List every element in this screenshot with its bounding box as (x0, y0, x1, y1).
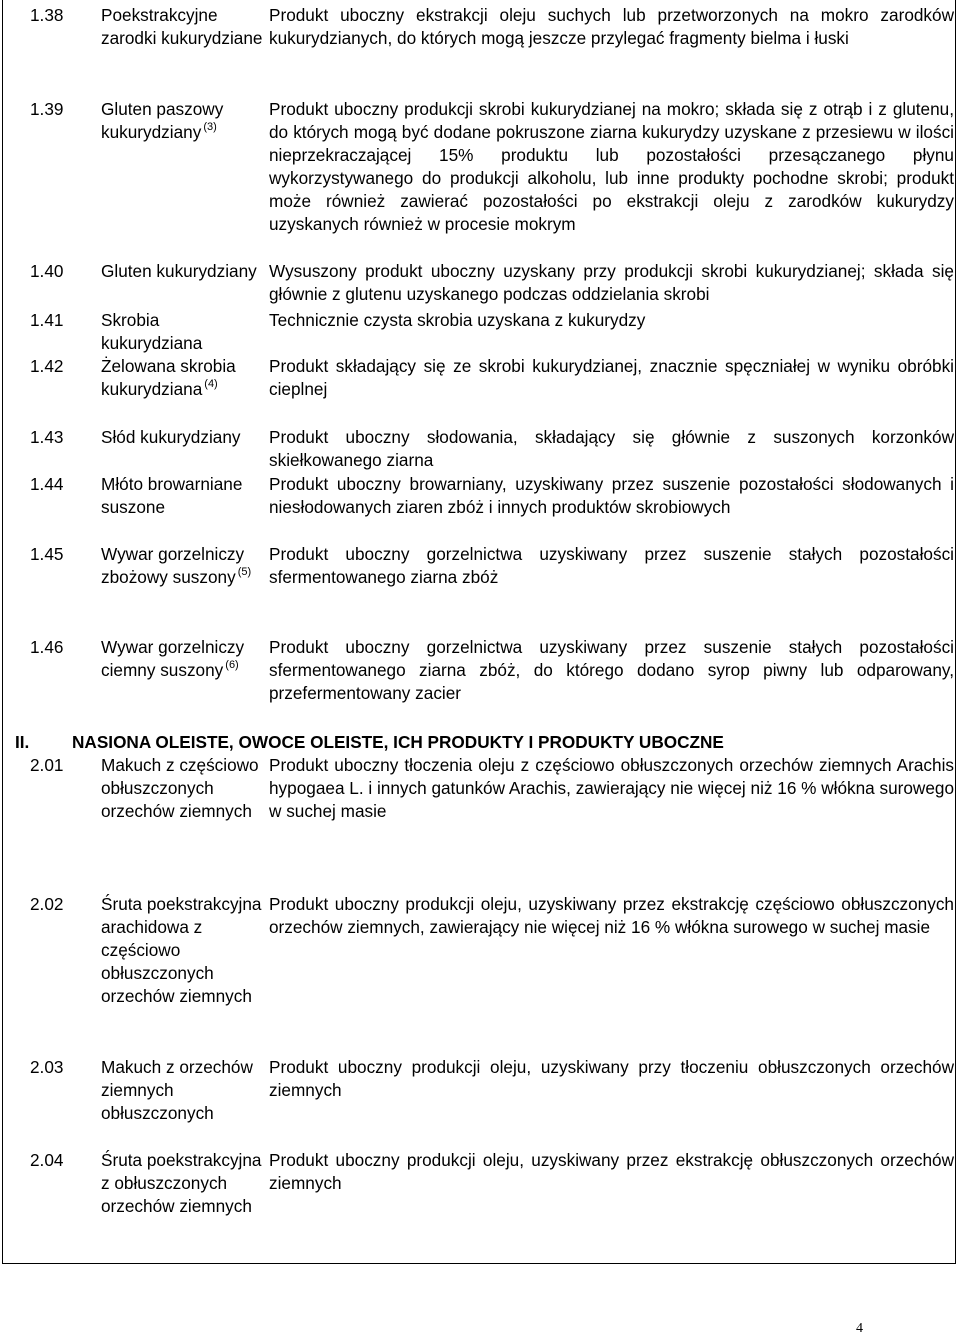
entry-name: Słód kukurydziany (101, 427, 241, 447)
entry-name: Gluten kukurydziany (101, 261, 257, 281)
entry-description: Produkt uboczny gorzelnictwa uzyskiwany przez suszenie stałych pozostałości sfermentowanego ziarna zbóż, do którego dodano syrop piwny lub odparowany, przefermentowany zacier (269, 637, 954, 703)
section-number: II. (15, 732, 30, 752)
entry-description: Produkt uboczny słodowania, składający się głównie z suszonych korzonków skiełkowanego ziarna (269, 427, 954, 470)
entry-number: 1.42 (30, 356, 64, 376)
entry-number: 1.45 (30, 544, 64, 564)
entry-description: Produkt uboczny tłoczenia oleju z częściowo obłuszczonych orzechów ziemnych Arachis hypogaea L. i innych gatunków Arachis, zawierający nie więcej niż 16 % włókna surowego w suchej masie (269, 755, 955, 821)
entry-description: Produkt uboczny gorzelnictwa uzyskiwany przez suszenie stałych pozostałości sfermentowanego ziarna zbóż (269, 544, 954, 587)
entry-description: Produkt uboczny browarniany, uzyskiwany przez suszenie pozostałości słodowanych i niesłodowanych ziaren zbóż i innych produktów skrobiowych (269, 474, 954, 517)
entry-name: Wywar gorzelniczy ciemny suszony $^{(6)}$ (101, 637, 245, 680)
entry-description: Wysuszony produkt uboczny uzyskany przy produkcji skrobi kukurydzianej; składa się głównie z glutenu uzyskanego podczas oddzielania skrobi (269, 261, 954, 304)
entry-number: 1.40 (30, 261, 64, 281)
footnote-ref: (4) (204, 378, 218, 390)
entry-name: Makuch z orzechów ziemnych obłuszczonych (101, 1057, 253, 1123)
entry-description: Produkt uboczny ekstrakcji oleju suchych lub przetworzonych na mokro zarodków kukurydzianych, do których mogą jeszcze przylegać fragmenty bielma i łuski (269, 5, 954, 48)
section-title: NASIONA OLEISTE, OWOCE OLEISTE, ICH PRODUKTY I PRODUKTY UBOCZNE (72, 732, 724, 752)
entry-number: 2.03 (30, 1057, 64, 1077)
footnote-ref: (5) (237, 566, 252, 578)
entry-number: 1.44 (30, 474, 64, 494)
entry-name: Gluten paszowy kukurydziany $^{(3)}$ (101, 99, 224, 142)
entry-number: 2.02 (30, 894, 64, 914)
entry-number: 1.46 (30, 637, 64, 657)
entry-description: Produkt składający się ze skrobi kukurydzianej, znacznie spęczniałej w wyniku obróbki cieplnej (269, 356, 954, 399)
feed-materials-table (2, 0, 956, 1264)
entry-description: Technicznie czysta skrobia uzyskana z kukurydzy (269, 310, 646, 330)
entry-name: Poekstrakcyjne zarodki kukurydziane (101, 5, 263, 48)
footnote-ref: (6) (225, 659, 239, 671)
entry-number: 2.01 (30, 755, 64, 775)
entry-description: Produkt uboczny produkcji oleju, uzyskiwany przy tłoczeniu obłuszczonych orzechów ziemnych (269, 1057, 954, 1100)
entry-description: Produkt uboczny produkcji skrobi kukurydzianej na mokro; składa się z otrąb i z glutenu, do których mogą być dodane pokruszone ziarna kukurydzy uzyskane z przesiewu w ilości nieprzekraczającej 15% produktu lub pozostałości przesączanego płynu wykorzystywanego do produkcji alkoholu, lub inne produkty pochodne skrobi; produkt może również zawierać pozostałości po ekstrakcji oleju z zarodków kukurydzy uzyskanych również w procesie mokrym (269, 99, 954, 234)
footnote-ref: (3) (203, 121, 217, 133)
entry-number: 2.04 (30, 1150, 64, 1170)
entry-name: Śruta poekstrakcyjna arachidowa z częściowo obłuszczonych orzechów ziemnych (101, 894, 262, 1006)
page-number: 4 (856, 1321, 863, 1336)
entry-description: Produkt uboczny produkcji oleju, uzyskiwany przez ekstrakcję obłuszczonych orzechów ziemnych (269, 1150, 954, 1193)
entry-name: Wywar gorzelniczy zbożowy suszony $^{(5)}$ (101, 544, 252, 587)
entry-description: Produkt uboczny produkcji oleju, uzyskiwany przez ekstrakcję częściowo obłuszczonych orzechów ziemnych, zawierający nie więcej niż 16 % włókna surowego w suchej masie (269, 894, 954, 937)
entry-name: Żelowana skrobia kukurydziana $^{(4)}$ (101, 356, 236, 399)
entry-name: Młóto browarniane suszone (101, 474, 243, 517)
entry-number: 1.38 (30, 5, 64, 25)
entry-number: 1.43 (30, 427, 64, 447)
entry-number: 1.39 (30, 99, 64, 119)
entry-number: 1.41 (30, 310, 64, 330)
entry-name: Makuch z częściowo obłuszczonych orzechów ziemnych (101, 755, 259, 821)
entry-name: Skrobia kukurydziana (101, 310, 203, 353)
entry-name: Śruta poekstrakcyjna z obłuszczonych orzechów ziemnych (101, 1150, 262, 1216)
